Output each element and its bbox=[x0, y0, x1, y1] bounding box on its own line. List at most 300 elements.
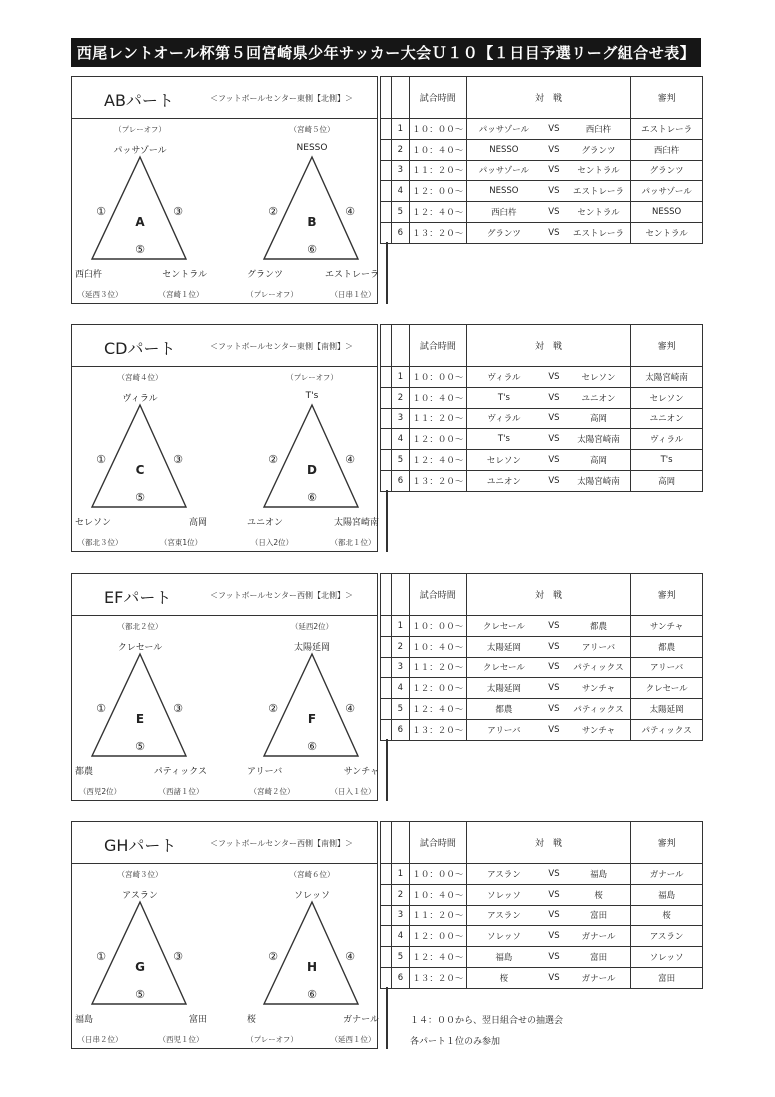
match-number-right: ④ bbox=[345, 950, 355, 963]
bottom-right-team-name: エストレーラ bbox=[324, 270, 379, 280]
header-time: 試合時間 bbox=[409, 574, 466, 616]
top-team-name: ソレッソ bbox=[294, 891, 330, 901]
match-schedule-table bbox=[380, 324, 703, 492]
bottom-right-team-seed: （日串１位） bbox=[330, 290, 376, 299]
part-block bbox=[71, 76, 703, 306]
match-time: １２：４０～ bbox=[409, 450, 466, 471]
bottom-left-team-name: 西臼杵 bbox=[75, 270, 103, 280]
top-team-name: NESSO bbox=[296, 143, 328, 153]
top-team-name: クレセール bbox=[117, 643, 163, 653]
match-no: 5 bbox=[391, 450, 409, 471]
referee-team: エストレーラ bbox=[631, 119, 703, 140]
group-triangle bbox=[72, 864, 222, 1050]
referee-team: ユニオン bbox=[631, 408, 703, 429]
part-name: ABパート bbox=[104, 91, 174, 110]
match-time: １０：４０～ bbox=[409, 139, 466, 160]
match-no: 1 bbox=[391, 616, 409, 637]
header-no bbox=[391, 822, 409, 864]
group-triangle bbox=[72, 616, 222, 802]
away-team: ガナール bbox=[567, 926, 631, 947]
note-lottery: １４：００から、翌日組合せの抽選会 bbox=[410, 1016, 564, 1026]
header-referee: 審判 bbox=[631, 77, 703, 119]
match-time: １１：２０～ bbox=[409, 905, 466, 926]
referee-team: T's bbox=[631, 450, 703, 471]
note-participation: 各パート１位のみ参加 bbox=[410, 1037, 501, 1047]
venue-label: ＜フットボールセンター西側【南側】＞ bbox=[210, 839, 353, 848]
row-spacer bbox=[381, 926, 392, 947]
match-number-right: ④ bbox=[345, 205, 355, 218]
referee-team: 太陽延岡 bbox=[631, 699, 703, 720]
referee-team: ソレッソ bbox=[631, 947, 703, 968]
vs-label: VS bbox=[541, 119, 567, 140]
match-time: １０：００～ bbox=[409, 119, 466, 140]
referee-team: パッサゾール bbox=[631, 181, 703, 202]
bottom-right-team-seed: （宮東1位） bbox=[159, 538, 203, 547]
top-team-seed: （宮崎５位） bbox=[289, 125, 335, 134]
row-spacer bbox=[381, 719, 392, 740]
bottom-left-team-name: セレソン bbox=[75, 518, 112, 528]
table-row bbox=[381, 967, 703, 988]
referee-team: 西臼杵 bbox=[631, 139, 703, 160]
vs-label: VS bbox=[541, 408, 567, 429]
home-team: セレソン bbox=[466, 450, 541, 471]
match-time: １３：２０～ bbox=[409, 222, 466, 243]
vs-label: VS bbox=[541, 222, 567, 243]
bottom-right-team-seed: （宮崎１位） bbox=[158, 290, 204, 299]
vs-label: VS bbox=[541, 470, 567, 491]
vs-label: VS bbox=[541, 926, 567, 947]
row-spacer bbox=[381, 429, 392, 450]
home-team: 西臼杵 bbox=[466, 202, 541, 223]
away-team: ガナール bbox=[567, 967, 631, 988]
row-spacer bbox=[381, 222, 392, 243]
bottom-left-team-name: アリーバ bbox=[247, 767, 283, 777]
match-no: 4 bbox=[391, 926, 409, 947]
vs-label: VS bbox=[541, 884, 567, 905]
match-no: 5 bbox=[391, 947, 409, 968]
group-triangle bbox=[72, 119, 222, 305]
match-number-bottom: ⑤ bbox=[135, 988, 145, 1001]
table-row bbox=[381, 470, 703, 491]
group-diagram-panel bbox=[71, 76, 378, 304]
match-no: 4 bbox=[391, 678, 409, 699]
row-spacer bbox=[381, 967, 392, 988]
group-letter: H bbox=[306, 960, 318, 974]
column-divider bbox=[386, 490, 388, 552]
bottom-right-team-seed: （西児１位） bbox=[158, 1035, 204, 1044]
away-team: 桜 bbox=[567, 884, 631, 905]
home-team: クレセール bbox=[466, 657, 541, 678]
group-diagram-panel bbox=[71, 821, 378, 1049]
away-team: サンチャ bbox=[567, 678, 631, 699]
home-team: T's bbox=[466, 429, 541, 450]
bottom-right-team-name: ガナール bbox=[343, 1015, 379, 1025]
bottom-right-team-seed: （都北１位） bbox=[330, 538, 376, 547]
home-team: 太陽延岡 bbox=[466, 678, 541, 699]
group-triangle bbox=[244, 864, 394, 1050]
header-match: 対 戦 bbox=[466, 574, 630, 616]
part-header bbox=[72, 77, 377, 119]
venue-label: ＜フットボールセンター西側【北側】＞ bbox=[210, 591, 353, 600]
match-no: 4 bbox=[391, 429, 409, 450]
home-team: NESSO bbox=[466, 181, 541, 202]
bottom-left-team-seed: （プレーオフ） bbox=[246, 290, 298, 299]
bottom-left-team-seed: （西児2位） bbox=[78, 787, 122, 796]
match-no: 6 bbox=[391, 222, 409, 243]
group-diagram-panel bbox=[71, 324, 378, 552]
top-team-seed: （宮崎３位） bbox=[117, 870, 163, 879]
vs-label: VS bbox=[541, 947, 567, 968]
away-team: 高岡 bbox=[567, 450, 631, 471]
group-letter: E bbox=[135, 712, 145, 726]
row-spacer bbox=[381, 367, 392, 388]
header-match: 対 戦 bbox=[466, 822, 630, 864]
away-team: 富田 bbox=[567, 905, 631, 926]
bottom-right-team-seed: （延西１位） bbox=[330, 1035, 376, 1044]
match-number-bottom: ⑥ bbox=[307, 740, 317, 753]
table-row bbox=[381, 222, 703, 243]
group-letter: C bbox=[135, 463, 145, 477]
part-header bbox=[72, 822, 377, 864]
match-schedule-table bbox=[380, 573, 703, 741]
away-team: 西臼杵 bbox=[567, 119, 631, 140]
table-row bbox=[381, 864, 703, 885]
match-time: １０：００～ bbox=[409, 367, 466, 388]
table-row bbox=[381, 450, 703, 471]
bottom-right-team-name: 太陽宮崎南 bbox=[333, 518, 379, 528]
vs-label: VS bbox=[541, 202, 567, 223]
table-header-row bbox=[381, 325, 703, 367]
match-time: １２：００～ bbox=[409, 429, 466, 450]
group-letter: F bbox=[307, 712, 317, 726]
match-number-right: ③ bbox=[173, 453, 183, 466]
group-diagram-panel bbox=[71, 573, 378, 801]
header-spacer bbox=[381, 574, 392, 616]
home-team: ソレッソ bbox=[466, 926, 541, 947]
venue-label: ＜フットボールセンター東側【南側】＞ bbox=[210, 342, 353, 351]
part-name: EFパート bbox=[104, 588, 172, 607]
match-time: １０：４０～ bbox=[409, 884, 466, 905]
match-time: １３：２０～ bbox=[409, 719, 466, 740]
bottom-left-team-seed: （延西３位） bbox=[77, 290, 123, 299]
match-time: １２：００～ bbox=[409, 181, 466, 202]
row-spacer bbox=[381, 657, 392, 678]
away-team: ユニオン bbox=[567, 387, 631, 408]
header-no bbox=[391, 574, 409, 616]
match-no: 1 bbox=[391, 119, 409, 140]
table-row bbox=[381, 884, 703, 905]
referee-team: アリーバ bbox=[631, 657, 703, 678]
home-team: グランツ bbox=[466, 222, 541, 243]
match-time: １２：４０～ bbox=[409, 699, 466, 720]
referee-team: 高岡 bbox=[631, 470, 703, 491]
match-time: １２：００～ bbox=[409, 926, 466, 947]
vs-label: VS bbox=[541, 181, 567, 202]
bottom-left-team-name: ユニオン bbox=[247, 518, 284, 528]
top-team-name: アスラン bbox=[122, 891, 158, 901]
header-match: 対 戦 bbox=[466, 77, 630, 119]
match-number-bottom: ⑤ bbox=[135, 243, 145, 256]
vs-label: VS bbox=[541, 387, 567, 408]
table-row bbox=[381, 719, 703, 740]
home-team: 都農 bbox=[466, 699, 541, 720]
vs-label: VS bbox=[541, 967, 567, 988]
vs-label: VS bbox=[541, 429, 567, 450]
match-no: 2 bbox=[391, 884, 409, 905]
table-row bbox=[381, 181, 703, 202]
part-block bbox=[71, 573, 703, 803]
match-no: 3 bbox=[391, 905, 409, 926]
match-no: 4 bbox=[391, 181, 409, 202]
match-no: 3 bbox=[391, 657, 409, 678]
group-triangle bbox=[244, 616, 394, 802]
top-team-name: ヴィラル bbox=[122, 394, 158, 404]
table-row bbox=[381, 616, 703, 637]
home-team: アスラン bbox=[466, 864, 541, 885]
table-header-row bbox=[381, 574, 703, 616]
match-number-right: ④ bbox=[345, 453, 355, 466]
match-number-left: ① bbox=[96, 453, 106, 466]
row-spacer bbox=[381, 884, 392, 905]
match-no: 6 bbox=[391, 719, 409, 740]
table-row bbox=[381, 699, 703, 720]
match-no: 2 bbox=[391, 387, 409, 408]
home-team: ソレッソ bbox=[466, 884, 541, 905]
match-time: １０：４０～ bbox=[409, 636, 466, 657]
part-block bbox=[71, 324, 703, 554]
match-number-bottom: ⑤ bbox=[135, 740, 145, 753]
group-triangle bbox=[244, 367, 394, 553]
top-team-seed: （宮崎６位） bbox=[289, 870, 335, 879]
row-spacer bbox=[381, 616, 392, 637]
match-number-left: ② bbox=[268, 702, 278, 715]
match-time: １２：４０～ bbox=[409, 947, 466, 968]
referee-team: グランツ bbox=[631, 160, 703, 181]
away-team: 高岡 bbox=[567, 408, 631, 429]
match-no: 6 bbox=[391, 967, 409, 988]
bottom-left-team-seed: （日入2位） bbox=[250, 538, 294, 547]
header-referee: 審判 bbox=[631, 574, 703, 616]
vs-label: VS bbox=[541, 616, 567, 637]
away-team: 太陽宮崎南 bbox=[567, 470, 631, 491]
match-time: １３：２０～ bbox=[409, 967, 466, 988]
row-spacer bbox=[381, 202, 392, 223]
home-team: 桜 bbox=[466, 967, 541, 988]
vs-label: VS bbox=[541, 367, 567, 388]
away-team: セレソン bbox=[567, 367, 631, 388]
row-spacer bbox=[381, 181, 392, 202]
referee-team: ヴィラル bbox=[631, 429, 703, 450]
vs-label: VS bbox=[541, 905, 567, 926]
table-row bbox=[381, 160, 703, 181]
match-time: １２：４０～ bbox=[409, 202, 466, 223]
match-no: 5 bbox=[391, 202, 409, 223]
table-row bbox=[381, 429, 703, 450]
bottom-right-team-name: 高岡 bbox=[188, 518, 207, 528]
top-team-name: パッサゾール bbox=[113, 146, 167, 156]
vs-label: VS bbox=[541, 719, 567, 740]
header-spacer bbox=[381, 325, 392, 367]
part-header bbox=[72, 325, 377, 367]
match-number-right: ③ bbox=[173, 205, 183, 218]
home-team: 太陽延岡 bbox=[466, 636, 541, 657]
home-team: クレセール bbox=[466, 616, 541, 637]
vs-label: VS bbox=[541, 657, 567, 678]
referee-team: サンチャ bbox=[631, 616, 703, 637]
header-time: 試合時間 bbox=[409, 325, 466, 367]
group-triangle bbox=[72, 367, 222, 553]
match-number-left: ② bbox=[268, 453, 278, 466]
bottom-left-team-seed: （宮崎２位） bbox=[249, 787, 295, 796]
bottom-right-team-name: セントラル bbox=[162, 270, 207, 280]
referee-team: パティックス bbox=[631, 719, 703, 740]
home-team: ユニオン bbox=[466, 470, 541, 491]
table-row bbox=[381, 636, 703, 657]
referee-team: ガナール bbox=[631, 864, 703, 885]
table-row bbox=[381, 119, 703, 140]
match-number-left: ② bbox=[268, 205, 278, 218]
away-team: 福島 bbox=[567, 864, 631, 885]
match-time: １１：２０～ bbox=[409, 160, 466, 181]
away-team: セントラル bbox=[567, 202, 631, 223]
referee-team: 太陽宮崎南 bbox=[631, 367, 703, 388]
match-schedule-table bbox=[380, 76, 703, 244]
header-spacer bbox=[381, 77, 392, 119]
vs-label: VS bbox=[541, 450, 567, 471]
bottom-right-team-seed: （西諸１位） bbox=[158, 787, 204, 796]
match-time: １０：４０～ bbox=[409, 387, 466, 408]
header-spacer bbox=[381, 822, 392, 864]
home-team: アリーバ bbox=[466, 719, 541, 740]
referee-team: 福島 bbox=[631, 884, 703, 905]
part-name: CDパート bbox=[104, 339, 176, 358]
group-letter: A bbox=[135, 215, 145, 229]
match-time: １３：２０～ bbox=[409, 470, 466, 491]
row-spacer bbox=[381, 450, 392, 471]
bottom-left-team-name: 都農 bbox=[75, 767, 94, 777]
bottom-right-team-name: パティックス bbox=[153, 767, 207, 777]
top-team-seed: （プレーオフ） bbox=[114, 125, 166, 134]
match-number-right: ④ bbox=[345, 702, 355, 715]
match-number-bottom: ⑥ bbox=[307, 491, 317, 504]
row-spacer bbox=[381, 470, 392, 491]
row-spacer bbox=[381, 119, 392, 140]
match-no: 1 bbox=[391, 367, 409, 388]
away-team: エストレーラ bbox=[567, 222, 631, 243]
header-no bbox=[391, 325, 409, 367]
match-time: １１：２０～ bbox=[409, 408, 466, 429]
home-team: パッサゾール bbox=[466, 119, 541, 140]
part-name: GHパート bbox=[104, 836, 177, 855]
group-letter: D bbox=[307, 463, 317, 477]
row-spacer bbox=[381, 678, 392, 699]
home-team: ヴィラル bbox=[466, 408, 541, 429]
home-team: T's bbox=[466, 387, 541, 408]
group-letter: G bbox=[135, 960, 145, 974]
top-team-seed: （延西2位） bbox=[290, 622, 334, 631]
table-header-row bbox=[381, 822, 703, 864]
vs-label: VS bbox=[541, 864, 567, 885]
away-team: エストレーラ bbox=[567, 181, 631, 202]
header-time: 試合時間 bbox=[409, 822, 466, 864]
top-team-name: 太陽延岡 bbox=[293, 643, 331, 653]
home-team: パッサゾール bbox=[466, 160, 541, 181]
table-row bbox=[381, 408, 703, 429]
top-team-seed: （プレーオフ） bbox=[286, 373, 338, 382]
bottom-left-team-seed: （都北３位） bbox=[77, 538, 123, 547]
referee-team: アスラン bbox=[631, 926, 703, 947]
match-number-left: ① bbox=[96, 950, 106, 963]
group-triangle bbox=[244, 119, 394, 305]
home-team: アスラン bbox=[466, 905, 541, 926]
table-row bbox=[381, 947, 703, 968]
referee-team: クレセール bbox=[631, 678, 703, 699]
top-team-name: T's bbox=[305, 391, 319, 401]
vs-label: VS bbox=[541, 160, 567, 181]
match-no: 3 bbox=[391, 160, 409, 181]
away-team: パティックス bbox=[567, 657, 631, 678]
table-row bbox=[381, 926, 703, 947]
row-spacer bbox=[381, 387, 392, 408]
top-team-seed: （宮崎４位） bbox=[117, 373, 163, 382]
row-spacer bbox=[381, 947, 392, 968]
column-divider bbox=[386, 242, 388, 304]
match-number-left: ② bbox=[268, 950, 278, 963]
away-team: 太陽宮崎南 bbox=[567, 429, 631, 450]
away-team: パティックス bbox=[567, 699, 631, 720]
away-team: サンチャ bbox=[567, 719, 631, 740]
column-divider bbox=[386, 739, 388, 801]
header-referee: 審判 bbox=[631, 822, 703, 864]
referee-team: 都農 bbox=[631, 636, 703, 657]
match-number-right: ③ bbox=[173, 950, 183, 963]
match-schedule-table bbox=[380, 821, 703, 989]
referee-team: 桜 bbox=[631, 905, 703, 926]
match-no: 1 bbox=[391, 864, 409, 885]
page-title: 西尾レントオール杯第５回宮崎県少年サッカー大会Ｕ１０【１日目予選リーグ組合せ表】 bbox=[71, 38, 701, 67]
away-team: セントラル bbox=[567, 160, 631, 181]
header-no bbox=[391, 77, 409, 119]
row-spacer bbox=[381, 905, 392, 926]
row-spacer bbox=[381, 160, 392, 181]
away-team: グランツ bbox=[567, 139, 631, 160]
match-number-left: ① bbox=[96, 205, 106, 218]
row-spacer bbox=[381, 636, 392, 657]
vs-label: VS bbox=[541, 678, 567, 699]
row-spacer bbox=[381, 139, 392, 160]
header-match: 対 戦 bbox=[466, 325, 630, 367]
bottom-left-team-seed: （日串２位） bbox=[77, 1035, 123, 1044]
table-row bbox=[381, 905, 703, 926]
column-divider bbox=[386, 987, 388, 1049]
venue-label: ＜フットボールセンター東側【北側】＞ bbox=[210, 94, 353, 103]
match-no: 3 bbox=[391, 408, 409, 429]
home-team: ヴィラル bbox=[466, 367, 541, 388]
match-number-bottom: ⑥ bbox=[307, 243, 317, 256]
row-spacer bbox=[381, 699, 392, 720]
away-team: 富田 bbox=[567, 947, 631, 968]
home-team: 福島 bbox=[466, 947, 541, 968]
referee-team: セントラル bbox=[631, 222, 703, 243]
vs-label: VS bbox=[541, 139, 567, 160]
bottom-left-team-name: 福島 bbox=[75, 1015, 94, 1025]
bottom-left-team-name: グランツ bbox=[247, 270, 284, 280]
table-row bbox=[381, 139, 703, 160]
table-row bbox=[381, 202, 703, 223]
table-row bbox=[381, 657, 703, 678]
bottom-right-team-seed: （日入１位） bbox=[330, 787, 376, 796]
row-spacer bbox=[381, 864, 392, 885]
